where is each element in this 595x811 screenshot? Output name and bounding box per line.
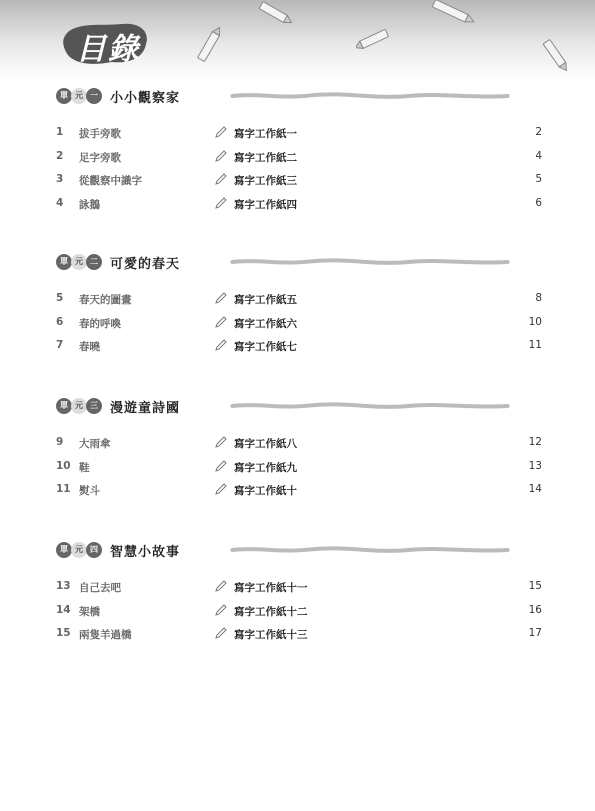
badge-char: 元 bbox=[71, 398, 87, 414]
badge-char: 三 bbox=[86, 398, 102, 414]
lesson-number: 4 bbox=[56, 196, 64, 209]
lesson-row[interactable] bbox=[56, 432, 546, 456]
pencil-decoration-5 bbox=[540, 34, 570, 74]
page-number: 4 bbox=[535, 149, 542, 162]
badge-char: 元 bbox=[71, 88, 87, 104]
worksheet-name: 寫字工作紙二 bbox=[234, 151, 297, 164]
unit-title: 小小觀察家 bbox=[110, 91, 181, 106]
pencil-icon bbox=[214, 482, 228, 496]
badge-char: 單 bbox=[56, 542, 72, 558]
pencil-icon bbox=[214, 125, 228, 139]
unit-badge bbox=[56, 86, 104, 106]
unit-title: 可愛的春天 bbox=[110, 257, 181, 272]
badge-char: 二 bbox=[86, 254, 102, 270]
pencil-decoration-3 bbox=[196, 22, 224, 66]
lesson-number: 5 bbox=[56, 292, 64, 304]
lesson-row[interactable] bbox=[56, 288, 546, 312]
unit-title: 漫遊童詩國 bbox=[110, 401, 181, 416]
unit-4 bbox=[56, 540, 546, 647]
lesson-number: 9 bbox=[56, 436, 64, 448]
badge-char: 元 bbox=[71, 542, 87, 558]
page-number: 17 bbox=[528, 627, 542, 639]
lesson-row[interactable] bbox=[56, 623, 546, 647]
lesson-name: 拔手旁歌 bbox=[79, 128, 121, 140]
lesson-number: 6 bbox=[56, 315, 64, 328]
lesson-number: 14 bbox=[56, 603, 71, 616]
unit-badge bbox=[56, 540, 104, 560]
lesson-name: 詠鵝 bbox=[79, 198, 100, 211]
page-number: 15 bbox=[528, 580, 542, 592]
pencil-icon bbox=[214, 603, 228, 617]
lesson-row[interactable] bbox=[56, 576, 546, 600]
lesson-number: 11 bbox=[56, 483, 71, 495]
worksheet-name: 寫字工作紙五 bbox=[234, 294, 297, 306]
lesson-number: 2 bbox=[56, 149, 64, 162]
page-number: 5 bbox=[535, 173, 542, 185]
lesson-row[interactable] bbox=[56, 479, 546, 503]
badge-char: 元 bbox=[71, 254, 87, 270]
unit-header bbox=[56, 86, 546, 108]
worksheet-name: 寫字工作紙十一 bbox=[234, 582, 308, 594]
lesson-number: 10 bbox=[56, 459, 71, 472]
unit-badge bbox=[56, 252, 104, 272]
unit-2 bbox=[56, 252, 546, 359]
worksheet-name: 寫字工作紙十 bbox=[234, 485, 297, 497]
lesson-number: 1 bbox=[56, 126, 64, 138]
badge-char: 四 bbox=[86, 542, 102, 558]
pencil-icon bbox=[214, 291, 228, 305]
lesson-name: 大雨傘 bbox=[79, 438, 111, 450]
worksheet-name: 寫字工作紙八 bbox=[234, 438, 297, 450]
lesson-name: 鞋 bbox=[79, 461, 90, 474]
pencil-icon bbox=[214, 315, 228, 329]
page-number: 2 bbox=[535, 126, 542, 138]
lesson-name: 春曉 bbox=[79, 341, 100, 353]
pencil-icon bbox=[214, 338, 228, 352]
badge-char: 一 bbox=[86, 88, 102, 104]
lesson-row[interactable] bbox=[56, 600, 546, 624]
brush-stroke-divider bbox=[198, 402, 542, 410]
pencil-decoration-4 bbox=[356, 24, 396, 52]
lesson-name: 兩隻羊過橋 bbox=[79, 629, 132, 641]
worksheet-name: 寫字工作紙六 bbox=[234, 317, 297, 330]
lesson-row[interactable] bbox=[56, 312, 546, 336]
pencil-decoration-1 bbox=[255, 0, 295, 26]
page-number: 13 bbox=[528, 459, 542, 472]
pencil-icon bbox=[214, 435, 228, 449]
lesson-name: 從觀察中識字 bbox=[79, 175, 142, 187]
pencil-icon bbox=[214, 579, 228, 593]
pencil-icon bbox=[214, 196, 228, 210]
page-title: 目錄 bbox=[76, 32, 140, 67]
lesson-number: 15 bbox=[56, 627, 71, 639]
lesson-row[interactable] bbox=[56, 335, 546, 359]
unit-badge bbox=[56, 396, 104, 416]
worksheet-name: 寫字工作紙九 bbox=[234, 461, 297, 474]
pencil-icon bbox=[214, 459, 228, 473]
unit-header bbox=[56, 396, 546, 418]
unit-title: 智慧小故事 bbox=[110, 545, 181, 560]
lesson-number: 13 bbox=[56, 580, 71, 592]
lesson-name: 春天的圖畫 bbox=[79, 294, 132, 306]
page-number: 10 bbox=[528, 315, 542, 328]
pencil-decoration-2 bbox=[428, 0, 478, 24]
badge-char: 單 bbox=[56, 88, 72, 104]
page-number: 12 bbox=[528, 436, 542, 448]
lesson-number: 7 bbox=[56, 339, 64, 351]
unit-3 bbox=[56, 396, 546, 503]
lesson-row[interactable] bbox=[56, 169, 546, 193]
worksheet-name: 寫字工作紙四 bbox=[234, 198, 297, 211]
badge-char: 單 bbox=[56, 398, 72, 414]
pencil-icon bbox=[214, 149, 228, 163]
brush-stroke-divider bbox=[198, 258, 542, 266]
worksheet-name: 寫字工作紙十三 bbox=[234, 629, 308, 641]
brush-stroke-divider bbox=[198, 546, 542, 554]
lesson-row[interactable] bbox=[56, 122, 546, 146]
page-number: 6 bbox=[535, 196, 542, 209]
pencil-icon bbox=[214, 172, 228, 186]
pencil-icon bbox=[214, 626, 228, 640]
lesson-row[interactable] bbox=[56, 456, 546, 480]
lesson-name: 足字旁歌 bbox=[79, 151, 121, 164]
unit-header bbox=[56, 252, 546, 274]
lesson-name: 自己去吧 bbox=[79, 582, 121, 594]
page-number: 16 bbox=[528, 603, 542, 616]
lesson-number: 3 bbox=[56, 173, 64, 185]
page-number: 14 bbox=[528, 483, 542, 495]
lesson-row[interactable] bbox=[56, 146, 546, 170]
page-title-block bbox=[62, 22, 152, 66]
badge-char: 單 bbox=[56, 254, 72, 270]
lesson-name: 春的呼喚 bbox=[79, 317, 121, 330]
unit-header bbox=[56, 540, 546, 562]
page-number: 11 bbox=[528, 339, 542, 351]
unit-1 bbox=[56, 86, 546, 216]
lesson-row[interactable] bbox=[56, 193, 546, 217]
lesson-name: 熨斗 bbox=[79, 485, 100, 497]
worksheet-name: 寫字工作紙一 bbox=[234, 128, 297, 140]
worksheet-name: 寫字工作紙十二 bbox=[234, 605, 308, 618]
page-number: 8 bbox=[535, 292, 542, 304]
lesson-name: 架橋 bbox=[79, 605, 100, 618]
worksheet-name: 寫字工作紙三 bbox=[234, 175, 297, 187]
worksheet-name: 寫字工作紙七 bbox=[234, 341, 297, 353]
brush-stroke-divider bbox=[198, 92, 542, 100]
